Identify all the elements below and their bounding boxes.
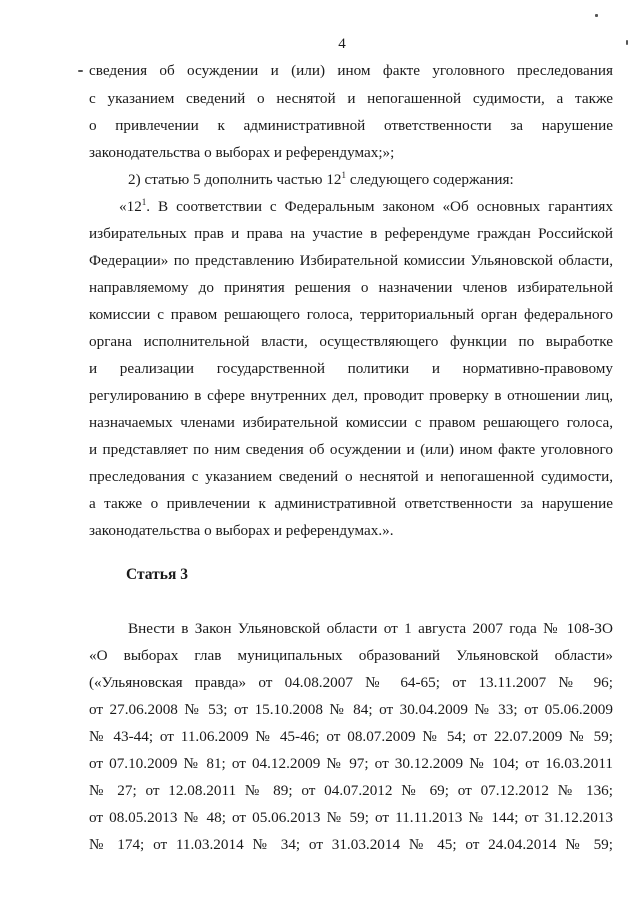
quote-prefix: «12 [119,198,142,215]
article-line: № 174; от 11.03.2014 № 34; от 31.03.2014 № 45; от 24.04.2014 № 59; [89,836,613,853]
paragraph-line: с указанием сведений о неснятой и непогашенной судимости, а также [89,90,613,107]
quote-line: направляемому до принятия решения о назначении членов избирательной [89,279,613,296]
quote-line: преследования с указанием сведений о неснятой и непогашенной судимости, [89,468,613,485]
paragraph-line: сведения об осуждении и (или) ином факте уголовного преследования [89,62,613,79]
paragraph-line: законодательства о выборах и референдумах;»; [89,144,395,161]
quote-line: назначаемых членами избирательной комиссии с правом решающего голоса, [89,414,613,431]
scan-speck [78,70,83,72]
item-2-suffix: следующего содержания: [346,171,514,188]
item-2-prefix: 2) статью 5 дополнить частью 12 [128,171,342,188]
quote-line: регулированию в сфере внутренних дел, проводит проверку в отношении лиц, [89,387,613,404]
quote-line: органа исполнительной власти, осуществляющего функции по выработке [89,333,613,350]
quote-line: и представляет по ним сведения об осуждении и (или) ином факте уголовного [89,441,613,458]
scan-speck [595,14,598,17]
article-line: от 27.06.2008 № 53; от 15.10.2008 № 84; от 30.04.2009 № 33; от 05.06.2009 [89,701,613,718]
quote-sup: 1 [141,197,147,207]
article-line: («Ульяновская правда» от 04.08.2007 № 64-65; от 13.11.2007 № 96; [89,674,613,691]
item-2-sup: 1 [341,170,347,180]
quote-line: законодательства о выборах и референдумах.». [89,522,394,539]
article-line: «О выборах глав муниципальных образований Ульяновской области» [89,647,613,664]
article-line: от 07.10.2009 № 81; от 04.12.2009 № 97; от 30.12.2009 № 104; от 16.03.2011 [89,755,613,772]
article-line: № 27; от 12.08.2011 № 89; от 04.07.2012 № 69; от 07.12.2012 № 136; [89,782,613,799]
quote-suffix: . В соответствии с Федеральным законом «Об основных гарантиях [146,198,613,215]
quote-first-line [119,198,613,216]
paragraph-line: о привлечении к административной ответственности за нарушение [89,117,613,134]
quote-line: и реализации государственной политики и нормативно-правовому [89,360,613,377]
article-line: № 43-44; от 11.06.2009 № 45-46; от 08.07.2009 № 54; от 22.07.2009 № 59; [89,728,613,745]
article-heading: Статья 3 [126,566,188,583]
quote-line: комиссии с правом решающего голоса, территориальный орган федерального [89,306,613,323]
quote-line: а также о привлечении к административной ответственности за нарушение [89,495,613,512]
quote-line: избирательных прав и права на участие в референдуме граждан Российской [89,225,613,242]
item-2-line [128,171,613,189]
article-line: от 08.05.2013 № 48; от 05.06.2013 № 59; от 11.11.2013 № 144; от 31.12.2013 [89,809,613,826]
article-line: Внести в Закон Ульяновской области от 1 августа 2007 года № 108-ЗО [128,620,613,637]
page-number: 4 [338,36,346,52]
quote-line: Федерации» по представлению Избирательной комиссии Ульяновской области, [89,252,613,269]
